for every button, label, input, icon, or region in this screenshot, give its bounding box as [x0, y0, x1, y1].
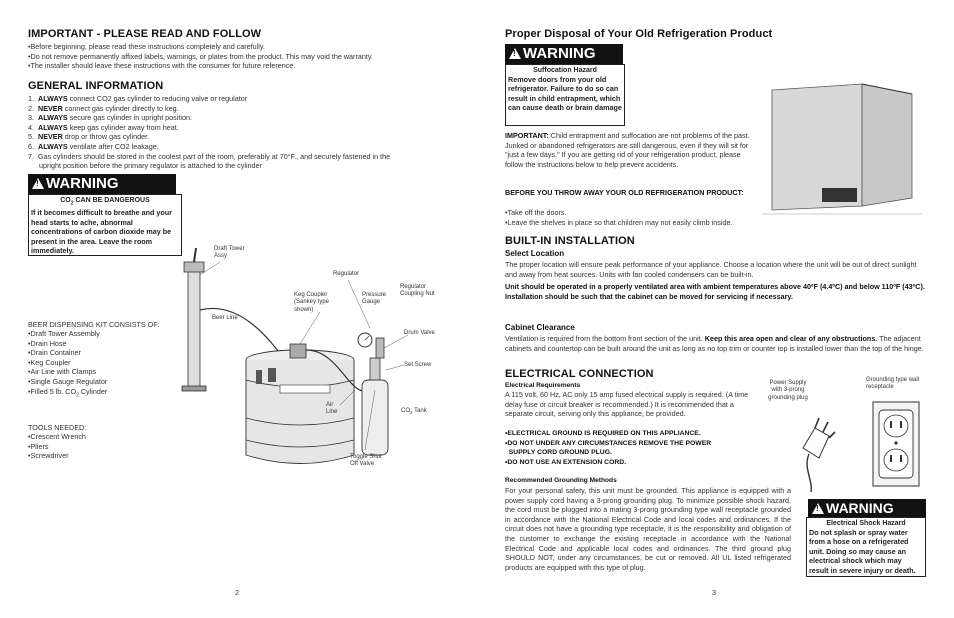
cabinet-clearance-heading: Cabinet Clearance — [505, 323, 575, 332]
suffocation-warning-box — [505, 64, 625, 126]
builtin-bold-text: Unit should be operated in a properly ventilated area with ambient temperatures above 40ºF (4.4ºC) and below 110ºF (43ºC). Installation should be such that the cabinet can be moved for servicing if necessary. — [505, 282, 925, 301]
general-item: 4. ALWAYS keep gas cylinder away from heat. — [28, 122, 179, 132]
shock-warning-heading: Electrical Shock Hazard — [826, 520, 906, 527]
electrical-req-heading: Electrical Requirements — [505, 382, 581, 389]
page-number-left: 2 — [235, 588, 239, 597]
electrical-bullet: •DO NOT UNDER ANY CIRCUMSTANCES REMOVE THE POWER — [505, 439, 712, 447]
co2-warning-text: If it becomes difficult to breathe and your head starts to ache, abnormal concentrations of carbon dioxide may be present in the area. Leave the room immediately. — [31, 208, 172, 256]
general-item: 5. NEVER drop or throw gas cylinder. — [28, 132, 150, 142]
general-item: 7. Gas cylinders should be stored in the coolest part of the room, preferably at 70°F., and securely fastened in the — [28, 151, 391, 161]
important-paragraph: IMPORTANT: Child entrapment and suffocation are not problems of the past. Junked or abandoned refrigerators are still dangerous, even if they will sit for "just a few days." If you are getting rid of your refrigeration product, please follow the instructions below to help prevent accidents. — [505, 131, 750, 169]
co2-warning-heading: $CO_2$ CAN BE DANGEROUS — [60, 197, 150, 207]
warning-icon — [812, 503, 824, 514]
important-list — [28, 42, 448, 71]
tool-item: •Pliers — [28, 441, 49, 451]
warning-icon — [32, 178, 44, 189]
builtin-heading: BUILT-IN INSTALLATION — [505, 235, 635, 247]
grounding-heading: Recommended Grounding Methods — [505, 477, 617, 484]
before-item: •Take off the doors. — [505, 208, 567, 217]
label-toggle-valve: Toggle Shut Off Valve — [350, 454, 382, 468]
kit-item: •Keg Coupler — [28, 357, 71, 367]
plug-outlet-illustration — [785, 388, 925, 492]
outlet-label: Grounding type wall receptacle — [866, 377, 920, 391]
tool-item: •Screwdriver — [28, 451, 69, 461]
builtin-text: The proper location will ensure peak performance of your appliance. Choose a location where the unit will be out of direct sunlight and away from heat sources. Units with fan cooled condensers can be built-in. — [505, 260, 917, 279]
kit-item: •Filled 5 lb. $CO_2$ Cylinder — [28, 386, 108, 398]
general-item: 1. ALWAYS connect CO2 gas cylinder to reducing valve or regulator — [28, 94, 248, 103]
general-item: 2. NEVER connect gas cylinder directly to keg. — [28, 103, 179, 113]
warning-banner: !WARNING — [28, 174, 176, 194]
before-heading: BEFORE YOU THROW AWAY YOUR OLD REFRIGERATION PRODUCT: — [505, 188, 744, 197]
general-item: 3. ALWAYS secure gas cylinder in upright position. — [28, 113, 192, 123]
keg-coupler — [290, 344, 306, 358]
label-beer-line: Beer Line — [212, 315, 238, 321]
kit-item: •Drain Hose — [28, 338, 67, 348]
co2-tank — [358, 333, 388, 455]
grounding-text: For your personal safety, this unit must be grounded. This appliance is equipped with a power supply cord having a 3-prong grounding plug. To minimize possible shock hazard, the cord must be plugged into a mating 3-prong grounding type wall receptacle grounded in accordance with the National Electrical Code and local codes and ordinances. If the circuit does not have a grounding type receptacle, it is the responsibility and obligation of the customer to exchange the existing receptacle in accordance with the National Electrical Code and applicable local codes and ordinances. The third ground plug SHOULD NOT, under any circumstances, be cut or removed. All UL listed refrigerated products are equipped with this type of plug. — [505, 486, 791, 572]
important-line: •Do not remove permanently affixed labels, warnings, or plates from the product. This may void the warranty. — [28, 51, 373, 61]
grounding-plug-icon — [803, 418, 835, 492]
general-item: upright position before the primary regulator is attached to the cylinder — [39, 161, 262, 171]
general-item: 6. ALWAYS ventilate after CO2 leakage. — [28, 141, 159, 151]
shock-warning-banner: !WARNING — [808, 499, 926, 517]
tools-list — [28, 432, 86, 461]
tools-heading: TOOLS NEEDED: — [28, 423, 87, 432]
electrical-bullet: •ELECTRICAL GROUND IS REQUIRED ON THIS APPLIANCE. — [505, 430, 701, 437]
co2-warning-box — [28, 194, 182, 256]
electrical-bullet: •DO NOT USE AN EXTENSION CORD. — [505, 458, 627, 466]
warning-icon — [509, 48, 521, 59]
kit-heading: BEER DISPENSING KIT CONSISTS OF: — [28, 320, 160, 329]
electrical-bullet: SUPPLY CORD GROUND PLUG. — [505, 449, 612, 457]
kit-item: •Air Line with Clamps — [28, 367, 97, 377]
general-list — [28, 94, 448, 171]
electrical-heading: ELECTRICAL CONNECTION — [505, 368, 654, 380]
important-line: •The installer should leave these instructions with the consumer for future reference. — [28, 61, 296, 71]
important-heading: IMPORTANT - PLEASE READ AND FOLLOW — [28, 28, 262, 40]
shock-warning-text: Do not splash or spray water from a hose on a refrigerated unit. Doing so may cause an electrical shock which may result in severe injury or death. — [809, 528, 916, 575]
regulator — [376, 338, 384, 358]
plug-label: Power Supply with 3-prong grounding plug — [768, 380, 808, 401]
disposal-heading: Proper Disposal of Your Old Refrigeration Product — [505, 28, 773, 40]
cabinet-text: Ventilation is required from the bottom front section of the unit. Keep this area open and clear of any obstructions. The adjacent cabinets and countertop can be built around the unit as long as no top trim or counter top is installed lower than the top of the hinge. — [505, 334, 924, 353]
kit-item: •Single Gauge Regulator — [28, 376, 108, 386]
suffocation-warning-text: Remove doors from your old refrigerator. Failure to do so can result in child entrapment, which can cause death or brain damage — [508, 75, 622, 113]
electrical-text: A 115 volt, 60 Hz, AC only 15 amp fused electrical supply is required. (A time delay fuse or circuit breaker is recommended.) It is recommended that a separate circuit, serving only this appliance, be provided. — [505, 390, 749, 419]
refrigerator-illustration — [762, 80, 922, 216]
label-keg-coupler: Keg Coupler (Sankey type shown) — [294, 292, 330, 313]
shock-warning-box — [806, 517, 926, 577]
electrical-bullets — [505, 429, 755, 467]
label-air-line: Air Line — [326, 402, 338, 416]
suffocation-warning-heading: Suffocation Hazard — [533, 67, 597, 74]
label-pressure-gauge: Pressure Gauge — [362, 292, 387, 306]
kit-item: •Drain Container — [28, 348, 81, 358]
label-set-screw: Set Screw — [404, 362, 432, 368]
wall-receptacle-icon — [873, 402, 919, 486]
general-heading: GENERAL INFORMATION — [28, 80, 164, 92]
keg — [246, 344, 354, 464]
kit-list — [28, 329, 107, 401]
before-list — [505, 208, 765, 227]
kit-item: •Draft Tower Assembly — [28, 329, 100, 338]
select-location-heading: Select Location — [505, 249, 565, 258]
label-drum-valve: Drum Valve — [404, 330, 435, 336]
tool-item: •Crescent Wrench — [28, 432, 86, 441]
before-item: •Leave the shelves in place so that children may not easily climb inside. — [505, 217, 733, 227]
draft-tower — [188, 270, 200, 388]
page-number-right: 3 — [712, 588, 716, 597]
label-regulator: Regulator — [333, 271, 360, 277]
label-draft-tower: Draft Tower Assy — [214, 246, 245, 260]
label-regulator-coupling-nut: Regulator Coupling Nut — [400, 284, 435, 298]
keg-system-diagram — [180, 240, 460, 480]
label-co2-tank: $CO_2$ Tank — [401, 408, 427, 416]
suffocation-warning-banner: !WARNING — [505, 44, 623, 64]
important-line: •Before beginning, please read these instructions completely and carefully. — [28, 42, 265, 51]
